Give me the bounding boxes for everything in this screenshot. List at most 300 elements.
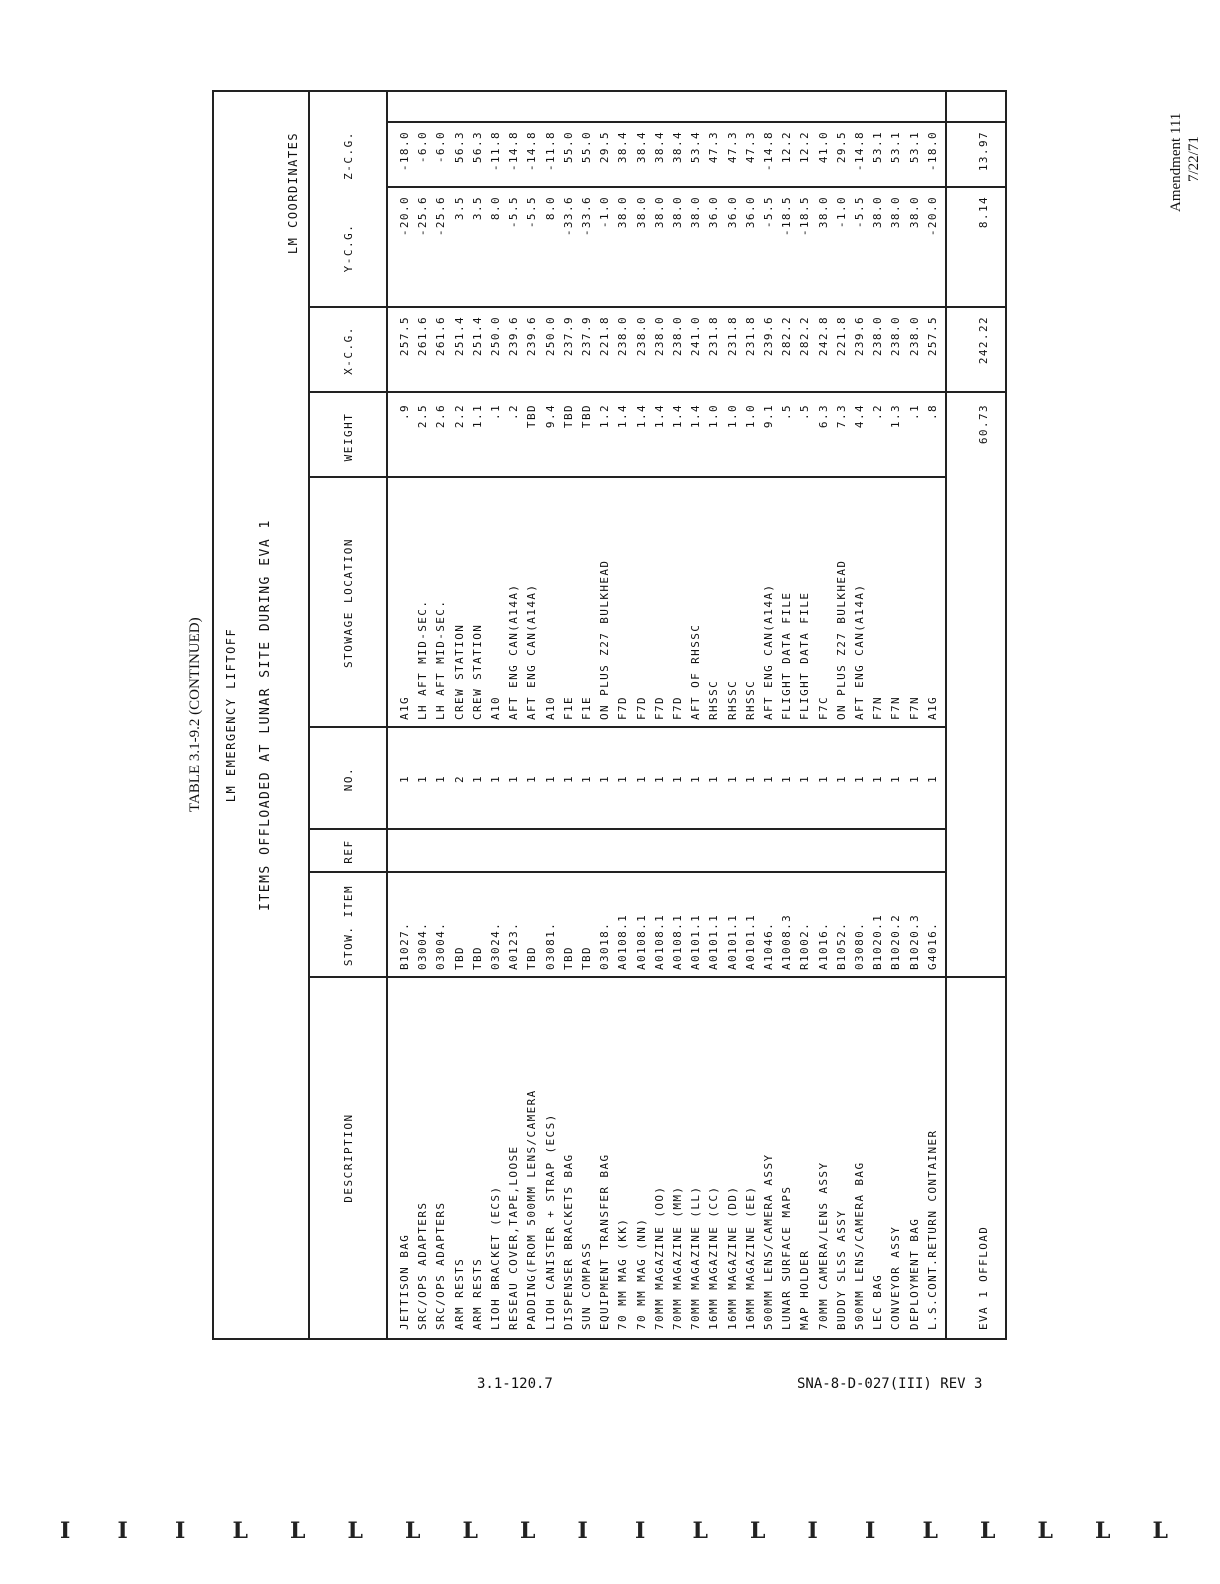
cell-x-cg: 231.8 xyxy=(743,316,757,357)
table-row xyxy=(616,92,634,1338)
edge-mark: L xyxy=(692,1518,708,1544)
cell-x-cg: 251.4 xyxy=(452,316,466,357)
table-row xyxy=(780,92,798,1338)
cell-z-cg: -14.8 xyxy=(853,131,866,172)
table-title: TABLE 3.1-9.2 (CONTINUED) xyxy=(187,617,203,812)
cell-stowage-location: F1E xyxy=(580,695,593,720)
cell-description: 70MM MAGAZINE (OO) xyxy=(652,1185,666,1330)
table-row xyxy=(707,92,725,1338)
cell-weight: 9.1 xyxy=(762,404,775,429)
cell-stow-item: A0123. xyxy=(507,921,521,970)
title-liftoff: LM EMERGENCY LIFTOFF xyxy=(224,627,238,803)
edge-mark: I xyxy=(175,1518,186,1544)
lm-coordinates-label: LM COORDINATES xyxy=(286,131,300,255)
cell-stow-item: A0108.1 xyxy=(616,913,630,970)
cell-number: 1 xyxy=(598,774,612,784)
cell-y-cg: 38.0 xyxy=(634,196,648,229)
cell-x-cg: 231.8 xyxy=(725,316,739,357)
cell-y-cg: -5.5 xyxy=(762,196,775,229)
cell-y-cg: -20.0 xyxy=(925,196,939,237)
cell-x-cg: 250.0 xyxy=(543,316,557,357)
cell-z-cg: 41.0 xyxy=(816,131,830,164)
cell-x-cg: 238.0 xyxy=(871,316,885,357)
cell-x-cg: 221.8 xyxy=(834,316,848,357)
cell-y-cg: 8.0 xyxy=(489,196,502,221)
edge-mark: L xyxy=(520,1518,536,1544)
cell-x-cg: 239.6 xyxy=(762,316,775,357)
cell-x-cg: 241.0 xyxy=(689,316,703,357)
cell-stow-item: 03081. xyxy=(543,921,557,970)
cell-stow-item: 03018. xyxy=(598,921,612,970)
cell-y-cg: 36.0 xyxy=(707,196,721,229)
cell-stow-item: TBD xyxy=(470,945,484,970)
column-header-weight: WEIGHT xyxy=(342,412,355,462)
total-weight: 60.73 xyxy=(977,404,990,445)
cell-z-cg: -14.8 xyxy=(762,131,775,172)
cell-stowage-location: F7C xyxy=(816,695,830,720)
cell-stowage-location: AFT ENG CAN(A14A) xyxy=(853,583,866,720)
table-row xyxy=(398,92,416,1338)
table-row xyxy=(853,92,871,1338)
column-header-stowage-location: STOWAGE LOCATION xyxy=(342,538,355,668)
cell-z-cg: -6.0 xyxy=(416,131,430,164)
cell-z-cg: 55.0 xyxy=(561,131,575,164)
edge-mark: I xyxy=(807,1518,818,1544)
cell-number: 1 xyxy=(489,774,502,784)
cell-number: 1 xyxy=(561,774,575,784)
cell-z-cg: 53.1 xyxy=(871,131,885,164)
cell-description: DEPLOYMENT BAG xyxy=(907,1217,921,1330)
cell-y-cg: -33.6 xyxy=(561,196,575,237)
table-row xyxy=(544,92,562,1338)
cell-stow-item: A0101.1 xyxy=(725,913,739,970)
cell-stowage-location: F7D xyxy=(671,695,684,720)
table-row xyxy=(525,92,543,1338)
table-row xyxy=(489,92,507,1338)
cell-x-cg: 238.0 xyxy=(671,316,684,357)
cell-z-cg: 29.5 xyxy=(834,131,848,164)
cell-y-cg: -5.5 xyxy=(525,196,539,229)
cell-number: 1 xyxy=(525,774,539,784)
edge-mark: L xyxy=(922,1518,938,1544)
cell-stowage-location: A1G xyxy=(398,695,411,720)
cell-x-cg: 238.0 xyxy=(907,316,921,357)
cell-number: 1 xyxy=(871,774,885,784)
table-row xyxy=(507,92,525,1338)
cell-stowage-location: ON PLUS Z27 BULKHEAD xyxy=(598,559,612,720)
cell-stowage-location: AFT ENG CAN(A14A) xyxy=(762,583,775,720)
cell-x-cg: 239.6 xyxy=(507,316,521,357)
column-header-x-cg: X-C.G. xyxy=(342,326,355,375)
cell-description: LIOH BRACKET (ECS) xyxy=(489,1185,502,1330)
page-number: 3.1-120.7 xyxy=(477,1376,553,1392)
cell-stow-item: B1020.1 xyxy=(871,913,885,970)
cell-y-cg: -33.6 xyxy=(580,196,593,237)
cell-description: PADDING(FROM 500MM LENS/CAMERA xyxy=(525,1089,539,1330)
cell-number: 1 xyxy=(925,774,939,784)
cell-number: 1 xyxy=(689,774,703,784)
cell-weight: 1.4 xyxy=(634,404,648,429)
cell-stowage-location: RHSSC xyxy=(725,679,739,720)
table-row xyxy=(744,92,762,1338)
cell-x-cg: 257.5 xyxy=(925,316,939,357)
cell-z-cg: 38.4 xyxy=(634,131,648,164)
cell-stow-item: A0108.1 xyxy=(671,913,684,970)
cell-number: 1 xyxy=(798,774,812,784)
table-row xyxy=(762,92,780,1338)
cell-z-cg: 29.5 xyxy=(598,131,612,164)
cell-number: 1 xyxy=(671,774,684,784)
cell-description: 500MM LENS/CAMERA BAG xyxy=(853,1161,866,1330)
edge-mark: L xyxy=(1152,1518,1168,1544)
cell-stowage-location: AFT OF RHSSC xyxy=(689,623,703,720)
cell-number: 1 xyxy=(507,774,521,784)
cell-stow-item: 03004. xyxy=(434,921,448,970)
cell-stowage-location: RHSSC xyxy=(743,679,757,720)
cell-z-cg: 55.0 xyxy=(580,131,593,164)
table-row xyxy=(434,92,452,1338)
cell-weight: 1.0 xyxy=(725,404,739,429)
cell-weight: .8 xyxy=(925,404,939,421)
cell-x-cg: 261.6 xyxy=(416,316,430,357)
cell-z-cg: 56.3 xyxy=(452,131,466,164)
cell-stow-item: TBD xyxy=(580,945,593,970)
table-row xyxy=(798,92,816,1338)
cell-z-cg: -6.0 xyxy=(434,131,448,164)
table-row xyxy=(889,92,907,1338)
cell-stowage-location: F7D xyxy=(634,695,648,720)
cell-x-cg: 238.0 xyxy=(634,316,648,357)
table-row xyxy=(817,92,835,1338)
cell-z-cg: 38.4 xyxy=(671,131,684,164)
table-row xyxy=(726,92,744,1338)
cell-stowage-location: A1G xyxy=(925,695,939,720)
cell-weight: 1.1 xyxy=(470,404,484,429)
cell-number: 1 xyxy=(634,774,648,784)
cell-stow-item: G4016. xyxy=(925,921,939,970)
cell-weight: TBD xyxy=(561,404,575,429)
cell-stow-item: A0101.1 xyxy=(743,913,757,970)
cell-y-cg: 36.0 xyxy=(743,196,757,229)
cell-y-cg: -25.6 xyxy=(416,196,430,237)
cell-description: ARM RESTS xyxy=(470,1257,484,1330)
table-row xyxy=(453,92,471,1338)
table-row xyxy=(635,92,653,1338)
cell-stowage-location: A10 xyxy=(543,695,557,720)
edge-mark: I xyxy=(635,1518,646,1544)
cell-number: 1 xyxy=(616,774,630,784)
cell-weight: 6.3 xyxy=(816,404,830,429)
cell-stow-item: A0101.1 xyxy=(689,913,703,970)
amendment-number: Amendment 111 xyxy=(1168,112,1184,212)
cell-z-cg: 47.3 xyxy=(707,131,721,164)
cell-x-cg: 238.0 xyxy=(616,316,630,357)
cell-number: 1 xyxy=(652,774,666,784)
cell-z-cg: 12.2 xyxy=(780,131,794,164)
cell-stow-item: B1027. xyxy=(398,921,411,970)
cell-weight: 1.0 xyxy=(707,404,721,429)
cell-y-cg: 38.0 xyxy=(907,196,921,229)
cell-weight: TBD xyxy=(525,404,539,429)
cell-number: 1 xyxy=(725,774,739,784)
cell-description: 16MM MAGAZINE (CC) xyxy=(707,1185,721,1330)
cell-stow-item: A1016. xyxy=(816,921,830,970)
cell-description: LUNAR SURFACE MAPS xyxy=(780,1185,794,1330)
cell-y-cg: 38.0 xyxy=(671,196,684,229)
cell-weight: .5 xyxy=(798,404,812,421)
cell-y-cg: 38.0 xyxy=(871,196,885,229)
edge-mark: I xyxy=(60,1518,71,1544)
cell-description: LEC BAG xyxy=(871,1273,885,1330)
cell-description: 70MM MAGAZINE (MM) xyxy=(671,1185,684,1330)
cell-description: SUN COMPASS xyxy=(580,1241,593,1330)
cell-weight: .2 xyxy=(871,404,885,421)
cell-y-cg: 38.0 xyxy=(616,196,630,229)
cell-stow-item: A1046. xyxy=(762,921,775,970)
cell-x-cg: 261.6 xyxy=(434,316,448,357)
cell-weight: .2 xyxy=(507,404,521,421)
cell-z-cg: 53.1 xyxy=(907,131,921,164)
cell-description: 70MM MAGAZINE (LL) xyxy=(689,1185,703,1330)
cell-z-cg: 53.4 xyxy=(689,131,703,164)
cell-weight: 9.4 xyxy=(543,404,557,429)
cell-y-cg: 8.0 xyxy=(543,196,557,221)
title-offloaded: ITEMS OFFLOADED AT LUNAR SITE DURING EVA 1 xyxy=(258,519,273,911)
column-header-y-cg: Y-C.G. xyxy=(342,223,355,273)
table-row xyxy=(598,92,616,1338)
cell-y-cg: 3.5 xyxy=(452,196,466,221)
cell-x-cg: 221.8 xyxy=(598,316,612,357)
cell-stowage-location: LH AFT MID-SEC. xyxy=(434,599,448,720)
cell-stowage-location: CREW STATION xyxy=(470,623,484,720)
cell-z-cg: -11.8 xyxy=(543,131,557,172)
cell-x-cg: 282.2 xyxy=(798,316,812,357)
column-header-number: NO. xyxy=(342,766,355,792)
cell-y-cg: -1.0 xyxy=(598,196,612,229)
cell-number: 1 xyxy=(543,774,557,784)
cell-x-cg: 238.0 xyxy=(652,316,666,357)
cell-z-cg: 38.4 xyxy=(616,131,630,164)
column-header-z-cg: Z-C.G. xyxy=(342,131,355,180)
cell-x-cg: 237.9 xyxy=(580,316,593,357)
cell-number: 1 xyxy=(762,774,775,784)
document-id: SNA-8-D-027(III) REV 3 xyxy=(797,1376,983,1392)
cell-stowage-location: A10 xyxy=(489,695,502,720)
cell-description: BUDDY SLSS ASSY xyxy=(834,1209,848,1330)
cell-stow-item: B1020.2 xyxy=(889,913,903,970)
cell-number: 2 xyxy=(452,774,466,784)
cell-y-cg: -5.5 xyxy=(853,196,866,229)
column-header-description: DESCRIPTION xyxy=(342,1113,355,1203)
cell-description: DISPENSER BRACKETS BAG xyxy=(561,1153,575,1330)
cell-y-cg: -18.5 xyxy=(798,196,812,237)
cell-weight: .1 xyxy=(489,404,502,421)
cell-description: 16MM MAGAZINE (EE) xyxy=(743,1185,757,1330)
table-row xyxy=(689,92,707,1338)
cell-stow-item: TBD xyxy=(525,945,539,970)
cell-number: 1 xyxy=(470,774,484,784)
cell-stowage-location: RHSSC xyxy=(707,679,721,720)
cell-weight: .9 xyxy=(398,404,411,421)
edge-mark: L xyxy=(1037,1518,1053,1544)
cell-stowage-location: F7N xyxy=(889,695,903,720)
cell-description: 70 MM MAG (NN) xyxy=(634,1217,648,1330)
edge-mark: L xyxy=(750,1518,766,1544)
edge-mark: L xyxy=(290,1518,306,1544)
table-row xyxy=(416,92,434,1338)
cell-weight: 1.3 xyxy=(889,404,903,429)
cell-y-cg: -20.0 xyxy=(398,196,411,237)
cell-z-cg: 56.3 xyxy=(470,131,484,164)
cell-stow-item: A0101.1 xyxy=(707,913,721,970)
cell-number: 1 xyxy=(707,774,721,784)
cell-weight: 1.4 xyxy=(671,404,684,429)
cell-stow-item: 03024. xyxy=(489,921,502,970)
table-row xyxy=(580,92,598,1338)
cell-stowage-location: AFT ENG CAN(A14A) xyxy=(507,583,521,720)
table-row xyxy=(926,92,944,1338)
cell-description: ARM RESTS xyxy=(452,1257,466,1330)
cell-weight: 1.2 xyxy=(598,404,612,429)
cell-stow-item: TBD xyxy=(452,945,466,970)
cell-y-cg: 38.0 xyxy=(889,196,903,229)
table-row xyxy=(671,92,689,1338)
cell-x-cg: 231.8 xyxy=(707,316,721,357)
cell-stow-item: R1002. xyxy=(798,921,812,970)
cell-number: 1 xyxy=(434,774,448,784)
cell-weight: 1.4 xyxy=(652,404,666,429)
cell-weight: 1.4 xyxy=(616,404,630,429)
cell-stowage-location: F7D xyxy=(652,695,666,720)
cell-stow-item: B1052. xyxy=(834,921,848,970)
cell-x-cg: 238.0 xyxy=(889,316,903,357)
edge-mark: I xyxy=(577,1518,588,1544)
cell-number: 1 xyxy=(889,774,903,784)
cell-weight: .5 xyxy=(780,404,794,421)
cell-z-cg: 47.3 xyxy=(725,131,739,164)
table-row xyxy=(908,92,926,1338)
cell-z-cg: 47.3 xyxy=(743,131,757,164)
cell-y-cg: 3.5 xyxy=(470,196,484,221)
cell-stowage-location: FLIGHT DATA FILE xyxy=(780,591,794,720)
total-z-cg: 13.97 xyxy=(977,131,990,172)
cell-stowage-location: ON PLUS Z27 BULKHEAD xyxy=(834,559,848,720)
table-row xyxy=(835,92,853,1338)
cell-number: 1 xyxy=(816,774,830,784)
cell-description: CONVEYOR ASSY xyxy=(889,1225,903,1330)
cell-x-cg: 282.2 xyxy=(780,316,794,357)
cell-weight: .1 xyxy=(907,404,921,421)
cell-y-cg: -25.6 xyxy=(434,196,448,237)
cell-stowage-location: FLIGHT DATA FILE xyxy=(798,591,812,720)
table-row xyxy=(471,92,489,1338)
edge-mark: I xyxy=(117,1518,128,1544)
cell-number: 1 xyxy=(907,774,921,784)
cell-y-cg: -1.0 xyxy=(834,196,848,229)
cell-x-cg: 257.5 xyxy=(398,316,411,357)
cell-stowage-location: F7N xyxy=(871,695,885,720)
cell-stowage-location: F7D xyxy=(616,695,630,720)
total-y-cg: 8.14 xyxy=(977,196,990,229)
cell-z-cg: -18.0 xyxy=(398,131,411,172)
cell-description: 500MM LENS/CAMERA ASSY xyxy=(762,1153,775,1330)
cell-description: EQUIPMENT TRANSFER BAG xyxy=(598,1153,612,1330)
cell-number: 1 xyxy=(834,774,848,784)
cell-z-cg: 12.2 xyxy=(798,131,812,164)
cell-weight: 4.4 xyxy=(853,404,866,429)
cell-weight: 2.2 xyxy=(452,404,466,429)
cell-description: SRC/OPS ADAPTERS xyxy=(434,1201,448,1330)
cell-x-cg: 239.6 xyxy=(853,316,866,357)
edge-mark: L xyxy=(347,1518,363,1544)
edge-mark: L xyxy=(405,1518,421,1544)
cell-x-cg: 239.6 xyxy=(525,316,539,357)
cell-y-cg: 38.0 xyxy=(652,196,666,229)
cell-x-cg: 251.4 xyxy=(470,316,484,357)
cell-number: 1 xyxy=(416,774,430,784)
cell-y-cg: 38.0 xyxy=(816,196,830,229)
cell-y-cg: 38.0 xyxy=(689,196,703,229)
cell-z-cg: -14.8 xyxy=(507,131,521,172)
cell-weight: 1.4 xyxy=(689,404,703,429)
cell-description: SRC/OPS ADAPTERS xyxy=(416,1201,430,1330)
table-row xyxy=(562,92,580,1338)
edge-mark: L xyxy=(462,1518,478,1544)
cell-z-cg: -18.0 xyxy=(925,131,939,172)
cell-z-cg: -14.8 xyxy=(525,131,539,172)
cell-stow-item: A0108.1 xyxy=(652,913,666,970)
cell-stowage-location: F7N xyxy=(907,695,921,720)
cell-description: MAP HOLDER xyxy=(798,1249,812,1330)
cell-number: 1 xyxy=(580,774,593,784)
cell-description: 70MM CAMERA/LENS ASSY xyxy=(816,1161,830,1330)
cell-weight: 1.0 xyxy=(743,404,757,429)
cell-stowage-location: F1E xyxy=(561,695,575,720)
cell-stowage-location: LH AFT MID-SEC. xyxy=(416,599,430,720)
column-header-ref: REF xyxy=(342,839,355,864)
cell-weight: 2.6 xyxy=(434,404,448,429)
cell-x-cg: 250.0 xyxy=(489,316,502,357)
cell-z-cg: 38.4 xyxy=(652,131,666,164)
cell-stowage-location: AFT ENG CAN(A14A) xyxy=(525,583,539,720)
table-row xyxy=(871,92,889,1338)
cell-stow-item: TBD xyxy=(561,945,575,970)
cell-stow-item: B1020.3 xyxy=(907,913,921,970)
cell-stow-item: 03004. xyxy=(416,921,430,970)
cell-stow-item: A0108.1 xyxy=(634,913,648,970)
cell-stowage-location: CREW STATION xyxy=(452,623,466,720)
edge-mark: I xyxy=(865,1518,876,1544)
cell-description: JETTISON BAG xyxy=(398,1233,411,1330)
cell-description: L.S.CONT.RETURN CONTAINER xyxy=(925,1129,939,1330)
cell-number: 1 xyxy=(398,774,411,784)
cell-y-cg: -5.5 xyxy=(507,196,521,229)
cell-weight: 2.5 xyxy=(416,404,430,429)
edge-mark: L xyxy=(1095,1518,1111,1544)
emergency-liftoff-table xyxy=(212,90,1007,1340)
cell-x-cg: 237.9 xyxy=(561,316,575,357)
edge-mark: L xyxy=(232,1518,248,1544)
cell-weight: 7.3 xyxy=(834,404,848,429)
cell-x-cg: 242.8 xyxy=(816,316,830,357)
total-x-cg: 242.22 xyxy=(977,316,990,365)
cell-description: LIOH CANISTER + STRAP (ECS) xyxy=(543,1113,557,1330)
total-label: EVA 1 OFFLOAD xyxy=(977,1225,990,1330)
cell-number: 1 xyxy=(743,774,757,784)
cell-stow-item: 03080. xyxy=(853,921,866,970)
cell-description: 16MM MAGAZINE (DD) xyxy=(725,1185,739,1330)
cell-stow-item: A1008.3 xyxy=(780,913,794,970)
